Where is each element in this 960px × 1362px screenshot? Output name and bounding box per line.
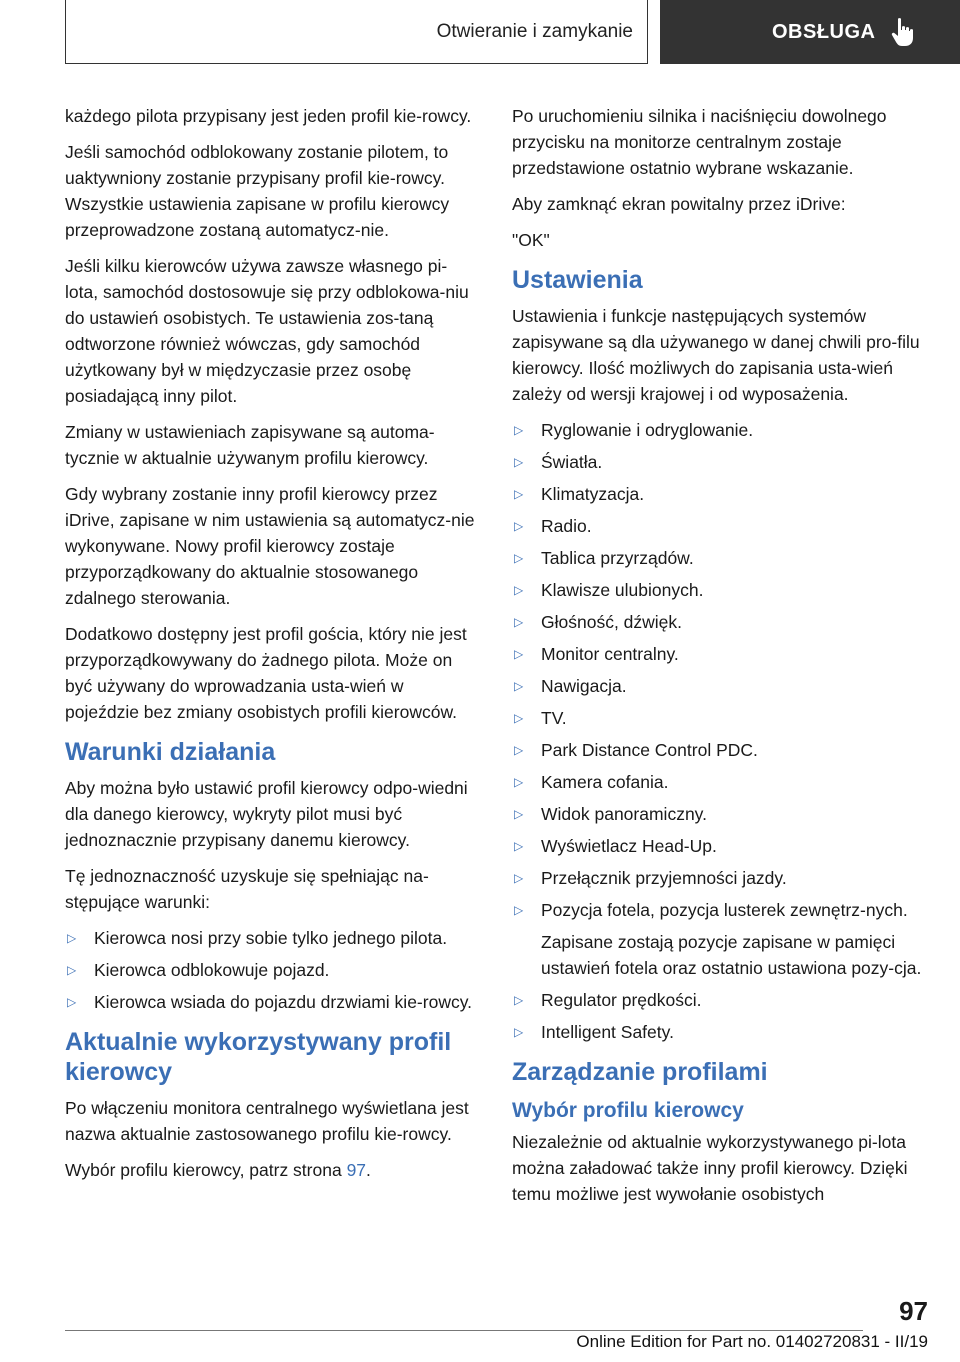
list-item: ▷ Widok panoramiczny. (512, 801, 927, 827)
list-item: ▷ Nawigacja. (512, 673, 927, 699)
list-item: ▷ Przełącznik przyjemności jazdy. (512, 865, 927, 891)
paragraph: Po uruchomieniu silnika i naciśnięciu dowolnego przycisku na monitorze centralnym zostaje przedstawione ostatnio wybrane wskazanie. (512, 106, 887, 178)
triangle-bullet-icon: ▷ (514, 743, 524, 757)
paragraph: Niezależnie od aktualnie wykorzystywanego pi-lota można załadować także inny profil kierowcy. Dzięki temu możliwe jest wywołanie osobistych (512, 1132, 908, 1204)
list-item: ▷ Klimatyzacja. (512, 481, 927, 507)
list-item: ▷ Światła. (512, 449, 927, 475)
triangle-bullet-icon: ▷ (514, 993, 524, 1007)
triangle-bullet-icon: ▷ (514, 871, 524, 885)
list-item: ▷ Kamera cofania. (512, 769, 927, 795)
triangle-bullet-icon: ▷ (514, 647, 524, 661)
paragraph: Jeśli samochód odblokowany zostanie pilotem, to uaktywniony zostanie przypisany profil kie-rowcy. Wszystkie ustawienia zapisane w profilu kierowcy przeprowadzone zostaną automatycz-nie. (65, 142, 450, 240)
paragraph: Tę jednoznaczność uzyskuje się spełniając na-stępujące warunki: (65, 866, 429, 912)
chapter-title: Otwieranie i zamykanie (436, 20, 633, 42)
conditions-list (65, 925, 480, 1015)
hand-pointer-icon (890, 17, 916, 47)
list-item: ▷ TV. (512, 705, 927, 731)
list-item: ▷ Intelligent Safety. (512, 1019, 927, 1045)
triangle-bullet-icon: ▷ (514, 903, 524, 917)
list-item: ▷ Tablica przyrządów. (512, 545, 927, 571)
list-item: ▷ Park Distance Control PDC. (512, 737, 927, 763)
triangle-bullet-icon: ▷ (514, 615, 524, 629)
paragraph: Aby zamknąć ekran powitalny przez iDrive: (512, 194, 846, 214)
triangle-bullet-icon: ▷ (514, 423, 524, 437)
footer-divider (65, 1330, 863, 1331)
triangle-bullet-icon: ▷ (514, 455, 524, 469)
list-item: ▷ Kierowca odblokowuje pojazd. (65, 957, 480, 983)
triangle-bullet-icon: ▷ (67, 963, 77, 977)
list-item: ▷ Wyświetlacz Head-Up. (512, 833, 927, 859)
paragraph: Dodatkowo dostępny jest profil gościa, który nie jest przyporządkowywany do żadnego pilota. Może on być używany do wprowadzania usta-wień w pojeździe bez zmiany osobistych profili kierowców. (65, 624, 467, 722)
triangle-bullet-icon: ▷ (514, 807, 524, 821)
triangle-bullet-icon: ▷ (514, 519, 524, 533)
list-item: ▷ Monitor centralny. (512, 641, 927, 667)
list-item-note: Zapisane zostają pozycje zapisane w pamięci ustawień fotela oraz ostatnio ustawiona pozy-cja. (541, 932, 922, 978)
paragraph-with-link: Wybór profilu kierowcy, patrz strona 97. (65, 1160, 371, 1180)
paragraph: Jeśli kilku kierowców używa zawsze własnego pi-lota, samochód dostosowuje się przy odblokowa-niu do ustawień osobistych. Te ustawienia zos-taną odtworzone również wówczas, gdy samochód użytkowany był w międzyczasie przez osobę posiadającą inny pilot. (65, 256, 469, 406)
triangle-bullet-icon: ▷ (67, 995, 77, 1009)
list-item: ▷ Ryglowanie i odryglowanie. (512, 417, 927, 443)
section-header (660, 0, 960, 64)
list-item: ▷ Pozycja fotela, pozycja lusterek zewnętrz-nych. Zapisane zostają pozycje zapisane w pamięci ustawień fotela oraz ostatnio ustawiona pozy-cja. (512, 897, 927, 981)
settings-list (512, 417, 927, 1045)
triangle-bullet-icon: ▷ (67, 931, 77, 945)
triangle-bullet-icon: ▷ (514, 551, 524, 565)
heading-settings: Ustawienia (512, 266, 643, 294)
paragraph: "OK" (512, 230, 550, 250)
triangle-bullet-icon: ▷ (514, 839, 524, 853)
page-number: 97 (899, 1296, 928, 1326)
paragraph: Zmiany w ustawieniach zapisywane są automa-tycznie w aktualnie używanym profilu kierowcy. (65, 422, 435, 468)
left-column (65, 103, 480, 1193)
triangle-bullet-icon: ▷ (514, 487, 524, 501)
paragraph: każdego pilota przypisany jest jeden profil kie-rowcy. (65, 106, 472, 126)
heading-conditions: Warunki działania (65, 738, 276, 766)
list-item: ▷ Klawisze ulubionych. (512, 577, 927, 603)
list-item: ▷ Głośność, dźwięk. (512, 609, 927, 635)
list-item: ▷ Radio. (512, 513, 927, 539)
section-title: OBSŁUGA (772, 20, 876, 43)
triangle-bullet-icon: ▷ (514, 583, 524, 597)
list-item: ▷ Kierowca nosi przy sobie tylko jednego pilota. (65, 925, 480, 951)
triangle-bullet-icon: ▷ (514, 679, 524, 693)
footer-edition: Online Edition for Part no. 01402720831 - II/19 (576, 1332, 928, 1351)
paragraph: Po włączeniu monitora centralnego wyświetlana jest nazwa aktualnie zastosowanego profilu kie-rowcy. (65, 1098, 469, 1144)
list-item: ▷ Regulator prędkości. (512, 987, 927, 1013)
triangle-bullet-icon: ▷ (514, 711, 524, 725)
chapter-header (65, 0, 648, 64)
heading-current-profile: Aktualnie wykorzystywany profil kierowcy (65, 1028, 452, 1086)
subheading-select-profile: Wybór profilu kierowcy (512, 1099, 744, 1122)
list-item: ▷ Kierowca wsiada do pojazdu drzwiami kie-rowcy. (65, 989, 480, 1015)
paragraph: Ustawienia i funkcje następujących systemów zapisywane są dla używanego w danej chwili pro-filu kierowcy. Ilość możliwych do zapisania usta-wień zależy od wersji krajowej i od wyposażenia. (512, 306, 920, 404)
triangle-bullet-icon: ▷ (514, 775, 524, 789)
paragraph: Aby można było ustawić profil kierowcy odpo-wiedni dla danego kierowcy, wykryty pilot musi być jednoznacznie przypisany danemu kierowcy. (65, 778, 468, 850)
right-column (512, 103, 927, 1217)
heading-profile-management: Zarządzanie profilami (512, 1058, 768, 1086)
triangle-bullet-icon: ▷ (514, 1025, 524, 1039)
paragraph: Gdy wybrany zostanie inny profil kierowcy przez iDrive, zapisane w nim ustawienia są automatycz-nie wykonywane. Nowy profil kierowcy zostaje przyporządkowany do aktualnie stosowanego zdalnego sterowania. (65, 484, 475, 608)
page-link[interactable]: 97 (346, 1160, 367, 1180)
